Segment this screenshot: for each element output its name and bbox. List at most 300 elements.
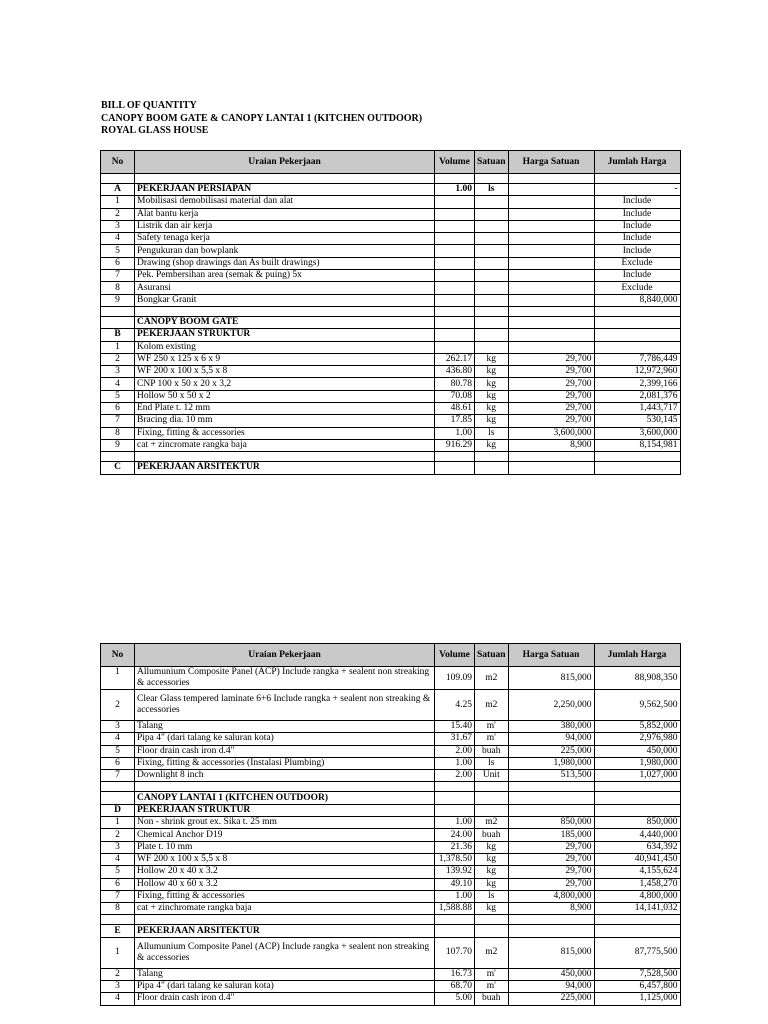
cell-satuan: kg [475,439,509,451]
cell-no: 2 [101,968,135,980]
cell-volume [435,792,475,804]
cell-uraian: Drawing (shop drawings dan As built drawings) [135,257,435,269]
table-row [101,968,681,980]
col-harga-header: Harga Satuan [508,644,594,667]
cell-volume: 107.70 [435,937,475,968]
table-row [101,257,681,269]
section-row [101,462,681,474]
empty-cell [435,306,475,316]
cell-satuan: ls [475,890,509,902]
cell-no: 1 [101,341,135,353]
cell-harga [508,184,594,196]
cell-satuan: buah [475,745,509,757]
cell-jumlah: 14,141,032 [594,903,680,915]
cell-volume: 1,588.88 [435,903,475,915]
cell-satuan: m' [475,981,509,993]
cell-jumlah: 634,392 [594,841,680,853]
cell-harga: 29,700 [508,378,594,390]
cell-harga [508,282,594,294]
cell-volume: 1.00 [435,184,475,196]
cell-harga: 29,700 [508,390,594,402]
blank-row [101,452,681,462]
table-row [101,903,681,915]
cell-no: 9 [101,294,135,306]
cell-uraian: Plate t. 10 mm [135,841,435,853]
empty-cell [475,782,509,792]
cell-uraian: Kolom existing [135,341,435,353]
cell-harga: 3,600,000 [508,427,594,439]
cell-satuan: buah [475,829,509,841]
cell-no: C [101,462,135,474]
cell-volume: 49.10 [435,878,475,890]
col-volume-header: Volume [435,644,475,667]
cell-uraian: PEKERJAAN STRUKTUR [135,329,435,341]
cell-harga: 29,700 [508,841,594,853]
cell-jumlah: 5,852,000 [594,721,680,733]
cell-harga [508,233,594,245]
cell-harga: 29,700 [508,415,594,427]
cell-satuan: m' [475,721,509,733]
col-volume-header: Volume [435,151,475,174]
cell-jumlah [594,462,680,474]
cell-satuan [475,196,509,208]
cell-satuan: m2 [475,817,509,829]
col-jumlah-header: Jumlah Harga [594,644,680,667]
cell-jumlah: 3,600,000 [594,427,680,439]
cell-jumlah: 2,976,980 [594,733,680,745]
cell-no: 6 [101,257,135,269]
cell-uraian: Hollow 20 x 40 x 3.2 [135,866,435,878]
cell-volume: 109.09 [435,667,475,690]
section-row [101,184,681,196]
cell-harga: 94,000 [508,733,594,745]
col-no-header: No [101,151,135,174]
cell-jumlah [594,341,680,353]
cell-harga [508,220,594,232]
cell-harga [508,294,594,306]
section-row [101,792,681,804]
cell-uraian: Alat bantu kerja [135,208,435,220]
col-satuan-header: Satuan [475,644,509,667]
cell-jumlah: 1,125,000 [594,993,680,1005]
cell-uraian: Hollow 50 x 50 x 2 [135,390,435,402]
table-row [101,220,681,232]
cell-no: B [101,329,135,341]
cell-volume: 31.67 [435,733,475,745]
cell-no: 4 [101,853,135,865]
cell-volume [435,316,475,328]
cell-jumlah: 87,775,500 [594,937,680,968]
cell-uraian: Pengukuran dan bowplank [135,245,435,257]
table-row [101,427,681,439]
cell-satuan [475,804,509,816]
cell-no: 2 [101,690,135,721]
cell-jumlah: 4,440,000 [594,829,680,841]
table-row [101,366,681,378]
empty-cell [101,915,135,925]
cell-jumlah: Include [594,196,680,208]
cell-volume [435,462,475,474]
cell-uraian: Floor drain cash iron d.4" [135,993,435,1005]
cell-jumlah: 1,027,000 [594,770,680,782]
cell-volume: 15.40 [435,721,475,733]
cell-uraian: Talang [135,721,435,733]
cell-volume: 1.00 [435,890,475,902]
table-row [101,690,681,721]
cell-satuan: buah [475,993,509,1005]
cell-jumlah: 4,800,000 [594,890,680,902]
cell-satuan: ls [475,757,509,769]
cell-uraian: Safety tenaga kerja [135,233,435,245]
cell-harga [508,925,594,937]
cell-no: 1 [101,937,135,968]
cell-jumlah: 450,000 [594,745,680,757]
empty-cell [594,174,680,184]
cell-harga: 29,700 [508,366,594,378]
cell-satuan [475,208,509,220]
cell-uraian: Bracing dia. 10 mm [135,415,435,427]
cell-jumlah: 1,443,717 [594,403,680,415]
table-row [101,390,681,402]
cell-no: 7 [101,415,135,427]
cell-volume: 436.80 [435,366,475,378]
cell-no: 4 [101,993,135,1005]
cell-no: A [101,184,135,196]
cell-volume [435,282,475,294]
cell-harga: 513,500 [508,770,594,782]
cell-volume: 68.70 [435,981,475,993]
cell-no: 4 [101,233,135,245]
cell-no: 4 [101,378,135,390]
cell-uraian: cat + zinchromate rangka baja [135,903,435,915]
cell-uraian: Fixing, fitting & accessories [135,890,435,902]
cell-satuan: m2 [475,667,509,690]
table-row [101,770,681,782]
cell-satuan [475,220,509,232]
cell-no: 5 [101,866,135,878]
cell-harga [508,804,594,816]
cell-harga: 29,700 [508,853,594,865]
table-row [101,403,681,415]
cell-jumlah: 8,154,981 [594,439,680,451]
cell-uraian: Downlight 8 inch [135,770,435,782]
cell-harga [508,270,594,282]
cell-no [101,316,135,328]
cell-volume: 1.00 [435,817,475,829]
cell-volume: 2.00 [435,745,475,757]
boq-table-2 [100,643,681,1006]
cell-no: 2 [101,829,135,841]
document-header [101,100,422,138]
cell-no: 8 [101,903,135,915]
table-header-row [101,151,681,174]
table-row [101,866,681,878]
empty-cell [435,915,475,925]
cell-satuan [475,257,509,269]
section-row [101,925,681,937]
cell-satuan [475,792,509,804]
cell-volume: 4.25 [435,690,475,721]
empty-cell [135,306,435,316]
cell-no: 4 [101,733,135,745]
empty-cell [475,174,509,184]
cell-satuan: kg [475,841,509,853]
table-row [101,415,681,427]
doc-title: BILL OF QUANTITY [101,100,197,111]
cell-harga [508,329,594,341]
cell-no: 5 [101,245,135,257]
cell-jumlah: - [594,184,680,196]
cell-satuan: kg [475,390,509,402]
table-row [101,208,681,220]
cell-harga: 29,700 [508,866,594,878]
blank-row [101,782,681,792]
section-row [101,316,681,328]
cell-volume: 80.78 [435,378,475,390]
cell-harga: 8,900 [508,903,594,915]
cell-volume: 48.61 [435,403,475,415]
table-row [101,667,681,690]
table-row [101,853,681,865]
cell-no [101,792,135,804]
table-row [101,757,681,769]
cell-harga: 29,700 [508,353,594,365]
cell-jumlah: 7,528,500 [594,968,680,980]
cell-satuan: ls [475,427,509,439]
cell-volume: 1.00 [435,757,475,769]
cell-no: 6 [101,878,135,890]
cell-uraian: Bongkar Granit [135,294,435,306]
table-row [101,341,681,353]
cell-satuan: kg [475,853,509,865]
cell-jumlah: Include [594,245,680,257]
cell-volume [435,257,475,269]
cell-no: 1 [101,667,135,690]
cell-jumlah: Exclude [594,257,680,269]
cell-satuan: Unit [475,770,509,782]
cell-harga: 225,000 [508,993,594,1005]
cell-uraian: Fixing, fitting & accessories (Instalasi Plumbing) [135,757,435,769]
empty-cell [135,782,435,792]
cell-no: 6 [101,403,135,415]
cell-volume: 139.92 [435,866,475,878]
cell-volume [435,245,475,257]
cell-volume: 16.73 [435,968,475,980]
cell-harga: 2,250,000 [508,690,594,721]
cell-satuan: m2 [475,690,509,721]
cell-no: 7 [101,770,135,782]
cell-volume: 262.17 [435,353,475,365]
empty-cell [475,915,509,925]
cell-uraian: PEKERJAAN PERSIAPAN [135,184,435,196]
cell-harga: 450,000 [508,968,594,980]
cell-uraian: Allumunium Composite Panel (ACP) Include rangka + sealent non streaking & accessories [135,667,435,690]
cell-uraian: Pek. Pembersihan area (semak & puing) 5x [135,270,435,282]
cell-uraian: Pipa 4" (dari talang ke saluran kota) [135,733,435,745]
cell-volume: 70.08 [435,390,475,402]
cell-volume: 1,378.50 [435,853,475,865]
cell-harga: 29,700 [508,878,594,890]
cell-jumlah: Include [594,208,680,220]
cell-uraian: CANOPY BOOM GATE [135,316,435,328]
cell-no: 1 [101,196,135,208]
empty-cell [435,174,475,184]
cell-uraian: Asuransi [135,282,435,294]
cell-uraian: Mobilisasi demobilisasi material dan alat [135,196,435,208]
empty-cell [101,782,135,792]
cell-satuan [475,925,509,937]
cell-satuan [475,341,509,353]
cell-volume: 21.36 [435,841,475,853]
cell-volume [435,925,475,937]
cell-satuan [475,233,509,245]
cell-uraian: Listrik dan air kerja [135,220,435,232]
cell-jumlah: 40,941,450 [594,853,680,865]
empty-cell [435,782,475,792]
cell-satuan: kg [475,866,509,878]
cell-satuan: ls [475,184,509,196]
cell-no: 5 [101,390,135,402]
table-row [101,993,681,1005]
cell-uraian: CANOPY LANTAI 1 (KITCHEN OUTDOOR) [135,792,435,804]
table-row [101,282,681,294]
cell-jumlah: 1,458,270 [594,878,680,890]
table-row [101,439,681,451]
empty-cell [508,174,594,184]
cell-jumlah [594,316,680,328]
col-satuan-header: Satuan [475,151,509,174]
cell-no: 7 [101,890,135,902]
cell-uraian: CNP 100 x 50 x 20 x 3,2 [135,378,435,390]
cell-volume: 2.00 [435,770,475,782]
empty-cell [101,306,135,316]
client-name: ROYAL GLASS HOUSE [101,125,209,136]
cell-jumlah: 1,980,000 [594,757,680,769]
cell-jumlah: 6,457,800 [594,981,680,993]
cell-uraian: Clear Glass tempered laminate 6+6 Include rangka + sealent non streaking & accessories [135,690,435,721]
cell-jumlah: 9,562,500 [594,690,680,721]
table-row [101,937,681,968]
cell-no: 9 [101,439,135,451]
cell-satuan [475,294,509,306]
cell-no: 7 [101,270,135,282]
cell-harga: 185,000 [508,829,594,841]
cell-harga: 94,000 [508,981,594,993]
empty-cell [594,452,680,462]
cell-jumlah: 7,786,449 [594,353,680,365]
empty-cell [135,915,435,925]
cell-satuan [475,462,509,474]
cell-jumlah: 850,000 [594,817,680,829]
cell-satuan [475,282,509,294]
cell-jumlah: Include [594,220,680,232]
col-no-header: No [101,644,135,667]
col-uraian-header: Uraian Pekerjaan [135,644,435,667]
cell-volume: 916.29 [435,439,475,451]
blank-row [101,915,681,925]
cell-jumlah: 12,972,960 [594,366,680,378]
blank-row [101,174,681,184]
cell-uraian: PEKERJAAN STRUKTUR [135,804,435,816]
table-row [101,721,681,733]
cell-jumlah [594,792,680,804]
table-row [101,829,681,841]
cell-uraian: Fixing, fitting & accessories [135,427,435,439]
cell-no: 3 [101,220,135,232]
cell-jumlah: Exclude [594,282,680,294]
cell-uraian: Pipa 4" (dari talang ke saluran kota) [135,981,435,993]
table-row [101,841,681,853]
cell-no: 6 [101,757,135,769]
col-uraian-header: Uraian Pekerjaan [135,151,435,174]
cell-harga [508,792,594,804]
blank-row [101,306,681,316]
cell-uraian: PEKERJAAN ARSITEKTUR [135,925,435,937]
cell-satuan [475,270,509,282]
cell-uraian: Talang [135,968,435,980]
empty-cell [101,174,135,184]
boq-table-1 [100,150,681,475]
cell-uraian: End Plate t. 12 mm [135,403,435,415]
empty-cell [594,915,680,925]
cell-harga: 29,700 [508,403,594,415]
cell-satuan: m' [475,733,509,745]
cell-jumlah: 8,840,000 [594,294,680,306]
table-row [101,196,681,208]
cell-no: 3 [101,981,135,993]
col-jumlah-header: Jumlah Harga [594,151,680,174]
cell-satuan: kg [475,878,509,890]
cell-jumlah: 4,155,624 [594,866,680,878]
project-title: CANOPY BOOM GATE & CANOPY LANTAI 1 (KITCHEN OUTDOOR) [101,112,423,124]
cell-satuan: kg [475,403,509,415]
empty-cell [508,452,594,462]
empty-cell [101,452,135,462]
cell-no: 2 [101,353,135,365]
table-row [101,878,681,890]
empty-cell [135,174,435,184]
cell-harga: 815,000 [508,937,594,968]
table-row [101,245,681,257]
cell-volume [435,220,475,232]
cell-satuan: m2 [475,937,509,968]
cell-no: 2 [101,208,135,220]
cell-harga: 815,000 [508,667,594,690]
cell-volume [435,196,475,208]
cell-no: 3 [101,841,135,853]
empty-cell [508,915,594,925]
cell-harga: 8,900 [508,439,594,451]
cell-volume: 5.00 [435,993,475,1005]
empty-cell [475,452,509,462]
cell-satuan [475,329,509,341]
cell-uraian: WF 200 x 100 x 5,5 x 8 [135,366,435,378]
empty-cell [508,306,594,316]
cell-satuan [475,245,509,257]
cell-uraian: cat + zincromate rangka baja [135,439,435,451]
cell-uraian: Floor drain cash iron d.4" [135,745,435,757]
cell-harga [508,316,594,328]
cell-harga [508,208,594,220]
empty-cell [594,306,680,316]
table-row [101,233,681,245]
cell-harga [508,257,594,269]
cell-jumlah: 88,908,350 [594,667,680,690]
cell-no: 8 [101,282,135,294]
cell-volume: 24.00 [435,829,475,841]
empty-cell [508,782,594,792]
table-row [101,817,681,829]
